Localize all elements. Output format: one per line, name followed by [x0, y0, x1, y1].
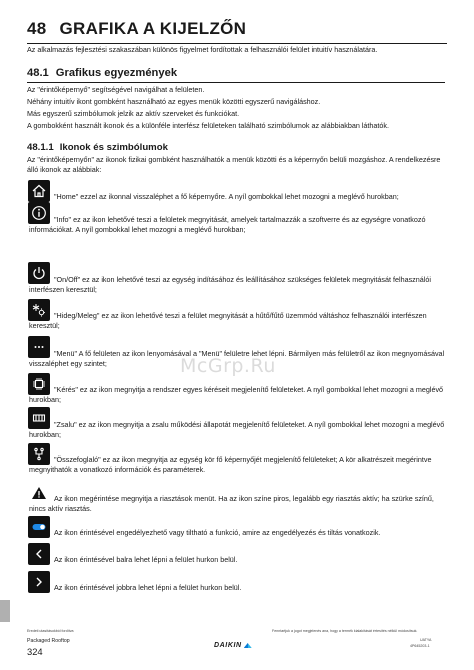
section-title: Grafikus egyezmények [55, 67, 178, 79]
page-number: 324 [27, 646, 43, 657]
icon-description: "Menü" A fő felületen az ikon lenyomásával a "Menü" felületre lehet lépni. Bármilyen más felületről az ikon megnyomásával visszaléphet egy szintet; [29, 349, 445, 369]
icon-description: "Zsalu" ez az ikon megnyitja a zsalu működési állapotát megjelenítő felületeket. A nyíl gombokkal lehet mozogni a meglévő hurokban; [29, 420, 445, 440]
icon-row-toggle [28, 516, 446, 538]
footer-disclaimer: Fenntartjuk a jogot megjelenés ana, hogy a termék kialakítását értesítés nélkül módosítsuk. [272, 629, 418, 633]
footer-model: UATYA [420, 638, 432, 642]
icon-row-arrow-right [28, 571, 446, 593]
icon-description: Az ikon megérintése megnyitja a riasztások menüt. Ha az ikon színe piros, legalább egy riasztás aktív; ha szürke színű, nincs aktív riasztás. [29, 494, 434, 514]
icon-row-power [28, 262, 446, 295]
icon-row-warning [28, 482, 446, 514]
subsection-title: Ikonok és szimbólumok [59, 142, 168, 153]
section-line: Az "érintőképernyő" segítségével navigálhat a felületen. [27, 85, 205, 94]
icon-row-home [28, 180, 446, 202]
icon-description: "Kérés" ez az ikon megnyitja a rendszer egyes kéréseit megjelenítő felületeket. A nyíl gombokkal lehet mozogni a meglévő hurokban; [29, 385, 444, 405]
subsection-heading [27, 142, 168, 153]
footer-manual-type: Eredeti utasításokból fordítva [27, 629, 74, 633]
icon-row-chip [28, 373, 446, 405]
section-line: Más egyszerű szimbólumok jelzik az aktív szerveket és funkciókat. [27, 109, 240, 118]
section-line: Néhány intuitív ikont gombként használható az egyes menük közötti egyszerű navigáláshoz. [27, 97, 321, 106]
icon-description: "Hideg/Meleg" ez az ikon lehetővé teszi a felület megnyitását a hűtő/fűtő üzemmód váltáshoz felhasználói interfészen keresztül; [29, 311, 427, 331]
icon-description: Az ikon érintésével engedélyezhető vagy tiltható a funkció, amire az engedélyezés és tiltás vonatkozik. [54, 528, 381, 537]
subsection-number: 48.1.1 [27, 142, 54, 153]
footer-doc-code: 4P645203-1 [410, 644, 430, 648]
icon-row-info [28, 202, 446, 235]
icon-description: "Összefoglaló" ez az ikon megnyitja az egység kör fő képernyőjét megjelenítő felületeket; A kör alkatrészeit megérintve megnyithatók a vonatkozó információk és paraméterek. [29, 455, 432, 475]
brand-logo-mark [244, 643, 252, 648]
watermark: McGrp.Ru [180, 355, 276, 377]
section-heading [27, 67, 445, 83]
chapter-number: 48 [27, 19, 47, 38]
subsection-intro: Az "érintőképernyőn" az ikonok fizikai gombként használhatók a menük közötti és a képernyőn belüli mozgáshoz. A rendelkezésre álló ikonok az alábbiak: [27, 155, 441, 175]
brand-logo [214, 642, 252, 649]
icon-description: "Info" ez az ikon lehetővé teszi a felületek megnyitását, amelyek tartalmazzák a szoftverre és az egységre vonatkozó információkat. A nyíl gombokkal lehet mozogni a meglévő hurokban; [29, 215, 426, 235]
chapter-heading [27, 19, 447, 44]
page-edge-tab [0, 600, 10, 622]
icon-description: Az ikon érintésével jobbra lehet lépni a felület hurkon belül. [54, 583, 242, 592]
icon-description: Az ikon érintésével balra lehet lépni a felület hurkon belül. [54, 555, 238, 564]
brand-name: DAIKIN [214, 642, 242, 649]
icon-row-circuit [28, 443, 446, 475]
icon-row-arrow-left [28, 543, 446, 565]
icon-row-valve [28, 407, 446, 440]
section-number: 48.1 [27, 67, 49, 79]
section-line: A gombokként használt ikonok és a különféle interfész felületeken található szimbólumok az alábbiakban láthatók. [27, 121, 389, 130]
icon-description: "Home" ezzel az ikonnal visszaléphet a fő képernyőre. A nyíl gombokkal lehet mozogni a meglévő hurokban; [54, 192, 399, 201]
icon-description: "On/Off" ez az ikon lehetővé teszi az egység indításához és leállításához szükséges felületek megnyitását felhasználói interfészen keresztül; [29, 275, 431, 295]
intro-paragraph: Az alkalmazás fejlesztési szakaszában különös figyelmet fordítottak a felhasználói felület intuitív használatára. [27, 45, 378, 54]
chapter-title: GRAFIKA A KIJELZŐN [59, 19, 247, 38]
icon-row-hot-cold [28, 299, 446, 331]
footer-product: Packaged Rooftop [27, 638, 70, 644]
